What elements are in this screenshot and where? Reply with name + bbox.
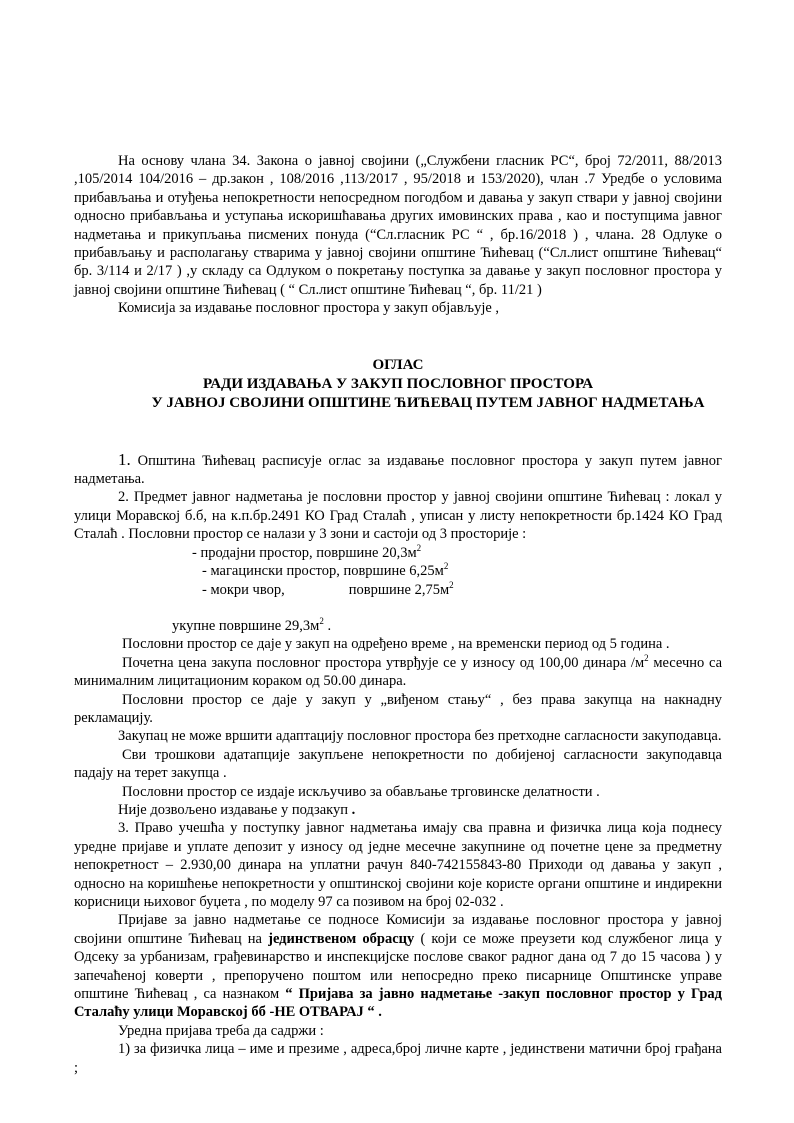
no-adaptation: Закупац не може вршити адаптацију пословног простора без претходне сагласности закуподавца. [118,728,722,745]
intro-announcement: Комисија за издавање пословног простора у закуп објављује , [118,300,500,317]
lease-period: Пословни простор се даје у закуп на одређено време , на временски период од 5 година . [122,636,670,653]
starting-price: Почетна цена закупа пословног простора утврђује се у износу од 100,00 динара $/м^2$ месечно са минималним лицитационим кораком од 50.00 динара. [74,652,722,690]
section-2-text: 2. Предмет јавног надметања је пословни простор у јавној својини општине Ћићевац : локал у улици Моравској б.б, на к.п.бр.2491 КО Град Сталаћ , уписан у листу непокретности бр.1424 КО Град Сталаћ . Пословни простор се налази у 3 зони и састоји од 3 просторије : [74,489,722,543]
intro-paragraph: На основу члана 34. Закона о јавној својини („Службени гласник РС“, број 72/2011, 88/2013 ,105/2014 104/2016 – др.закон , 108/2016 ,113/2017 , 95/2018 и 153/2020), члан .7 Уредбе о условима прибављања и отуђења непокретности непосредном погодбом и давања у закуп ствари у јавној својини односно прибављања и уступања искоришћавања других имовинских права , као и поступцима јавног надметања и прикупљања писмених понуда (“Сл.гласник РС “ , бр.16/2018 ) , члана. 28 Одлуке о прибављању и располагању стварима у јавној својини општине Ћићевац (“Сл.лист општине Ћићевац“ бр. 3/114 и 2/17 ) ,у складу са Одлуком о покретању поступка за давање у закуп пословног простора у јавној својини општине Ћићевац ( “ Сл.лист општине Ћићевац “, бр. 11/21 ) [74,153,722,298]
section-3-eligibility: 3. Право учешћа у поступку јавног надметања имају сва правна и физичка лица која поднесу уредне пријаве и уплате депозит у износу од једне месечне закупнине од почетне цене за предметну непокретност – 2.930,00 динара на уплатни рачун 840-742155843-80 Приходи од давања у закуп , односно на коришћење непокретности у општинској својини које користе органи општине и индирекни корисници њиховог буџета , по моделу 97 са позивом на број 02-032 . [74,820,722,910]
document-page [74,152,722,1077]
room-item-storage: - магацински простор, површине $6,25м^2$ [202,561,449,580]
title-line-2: РАДИ ИЗДАВАЊА У ЗАКУП ПОСЛОВНОГ ПРОСТОРА [202,375,594,392]
section-3-submission: Пријаве за јавно надметање се подносе Комисији за издавање пословног простора у јавној својини општине Ћићевац на јединственом обрасцу ( који се може преузети код службеног лица у Одсеку за урбанизам, грађевинарство и инспекцијске послове сваког радног дана од 7 до 15 часова ) у запечаћеној коверти , препоручено поштом или непосредно преко писарнице Општинске управе општине Ћићевац , са назнаком “ Пријава за јавно надметање -закуп пословног простор у Град Сталаћу улици Моравској бб -НЕ ОТВАРАЈ “ . [74,912,722,1021]
section-3-item-1: 1) за физичка лица – име и презиме , адреса,број личне карте , јединствени матични број грађана ; [74,1041,722,1076]
section-1 [74,451,722,489]
trade-only: Пословни простор се издаје искључиво за обављање трговинске делатности . [122,783,600,800]
adaptation-costs: Сви трошкови адатапције закупљене непокретности по добијеној сагласности закуподавца падају на терет закупца . [74,746,722,782]
room-item-bathroom: - мокри чвор, површине $2,75м^2$ [202,579,454,598]
room-item-sales: - продајни простор, површине $20,3м^2$ [192,542,422,561]
total-area: укупне површине $29,3м^2$ . [172,616,332,634]
title-line-1: ОГЛАС [372,356,424,373]
notice-title [74,356,722,413]
title-line-3: У ЈАВНОЈ СВОЈИНИ ОПШТИНЕ ЋИЋЕВАЦ ПУТЕМ ЈАВНОГ НАДМЕТАЊА [151,394,705,411]
section-1-number: 1. [118,449,131,469]
no-sublease: Није дозвољено издавање у подзакуп . [118,801,356,818]
section-3-requirements: Уредна пријава треба да садржи : [118,1022,324,1039]
room-list [192,544,722,599]
section-1-text: Општина Ћићевац расписује оглас за издавање пословног простора у закуп путем јавног надметања. [74,452,722,488]
as-is-condition: Пословни простор се даје у закуп у „виђеном стању“ , без права закупца на накнадну рекламацију. [74,691,722,726]
